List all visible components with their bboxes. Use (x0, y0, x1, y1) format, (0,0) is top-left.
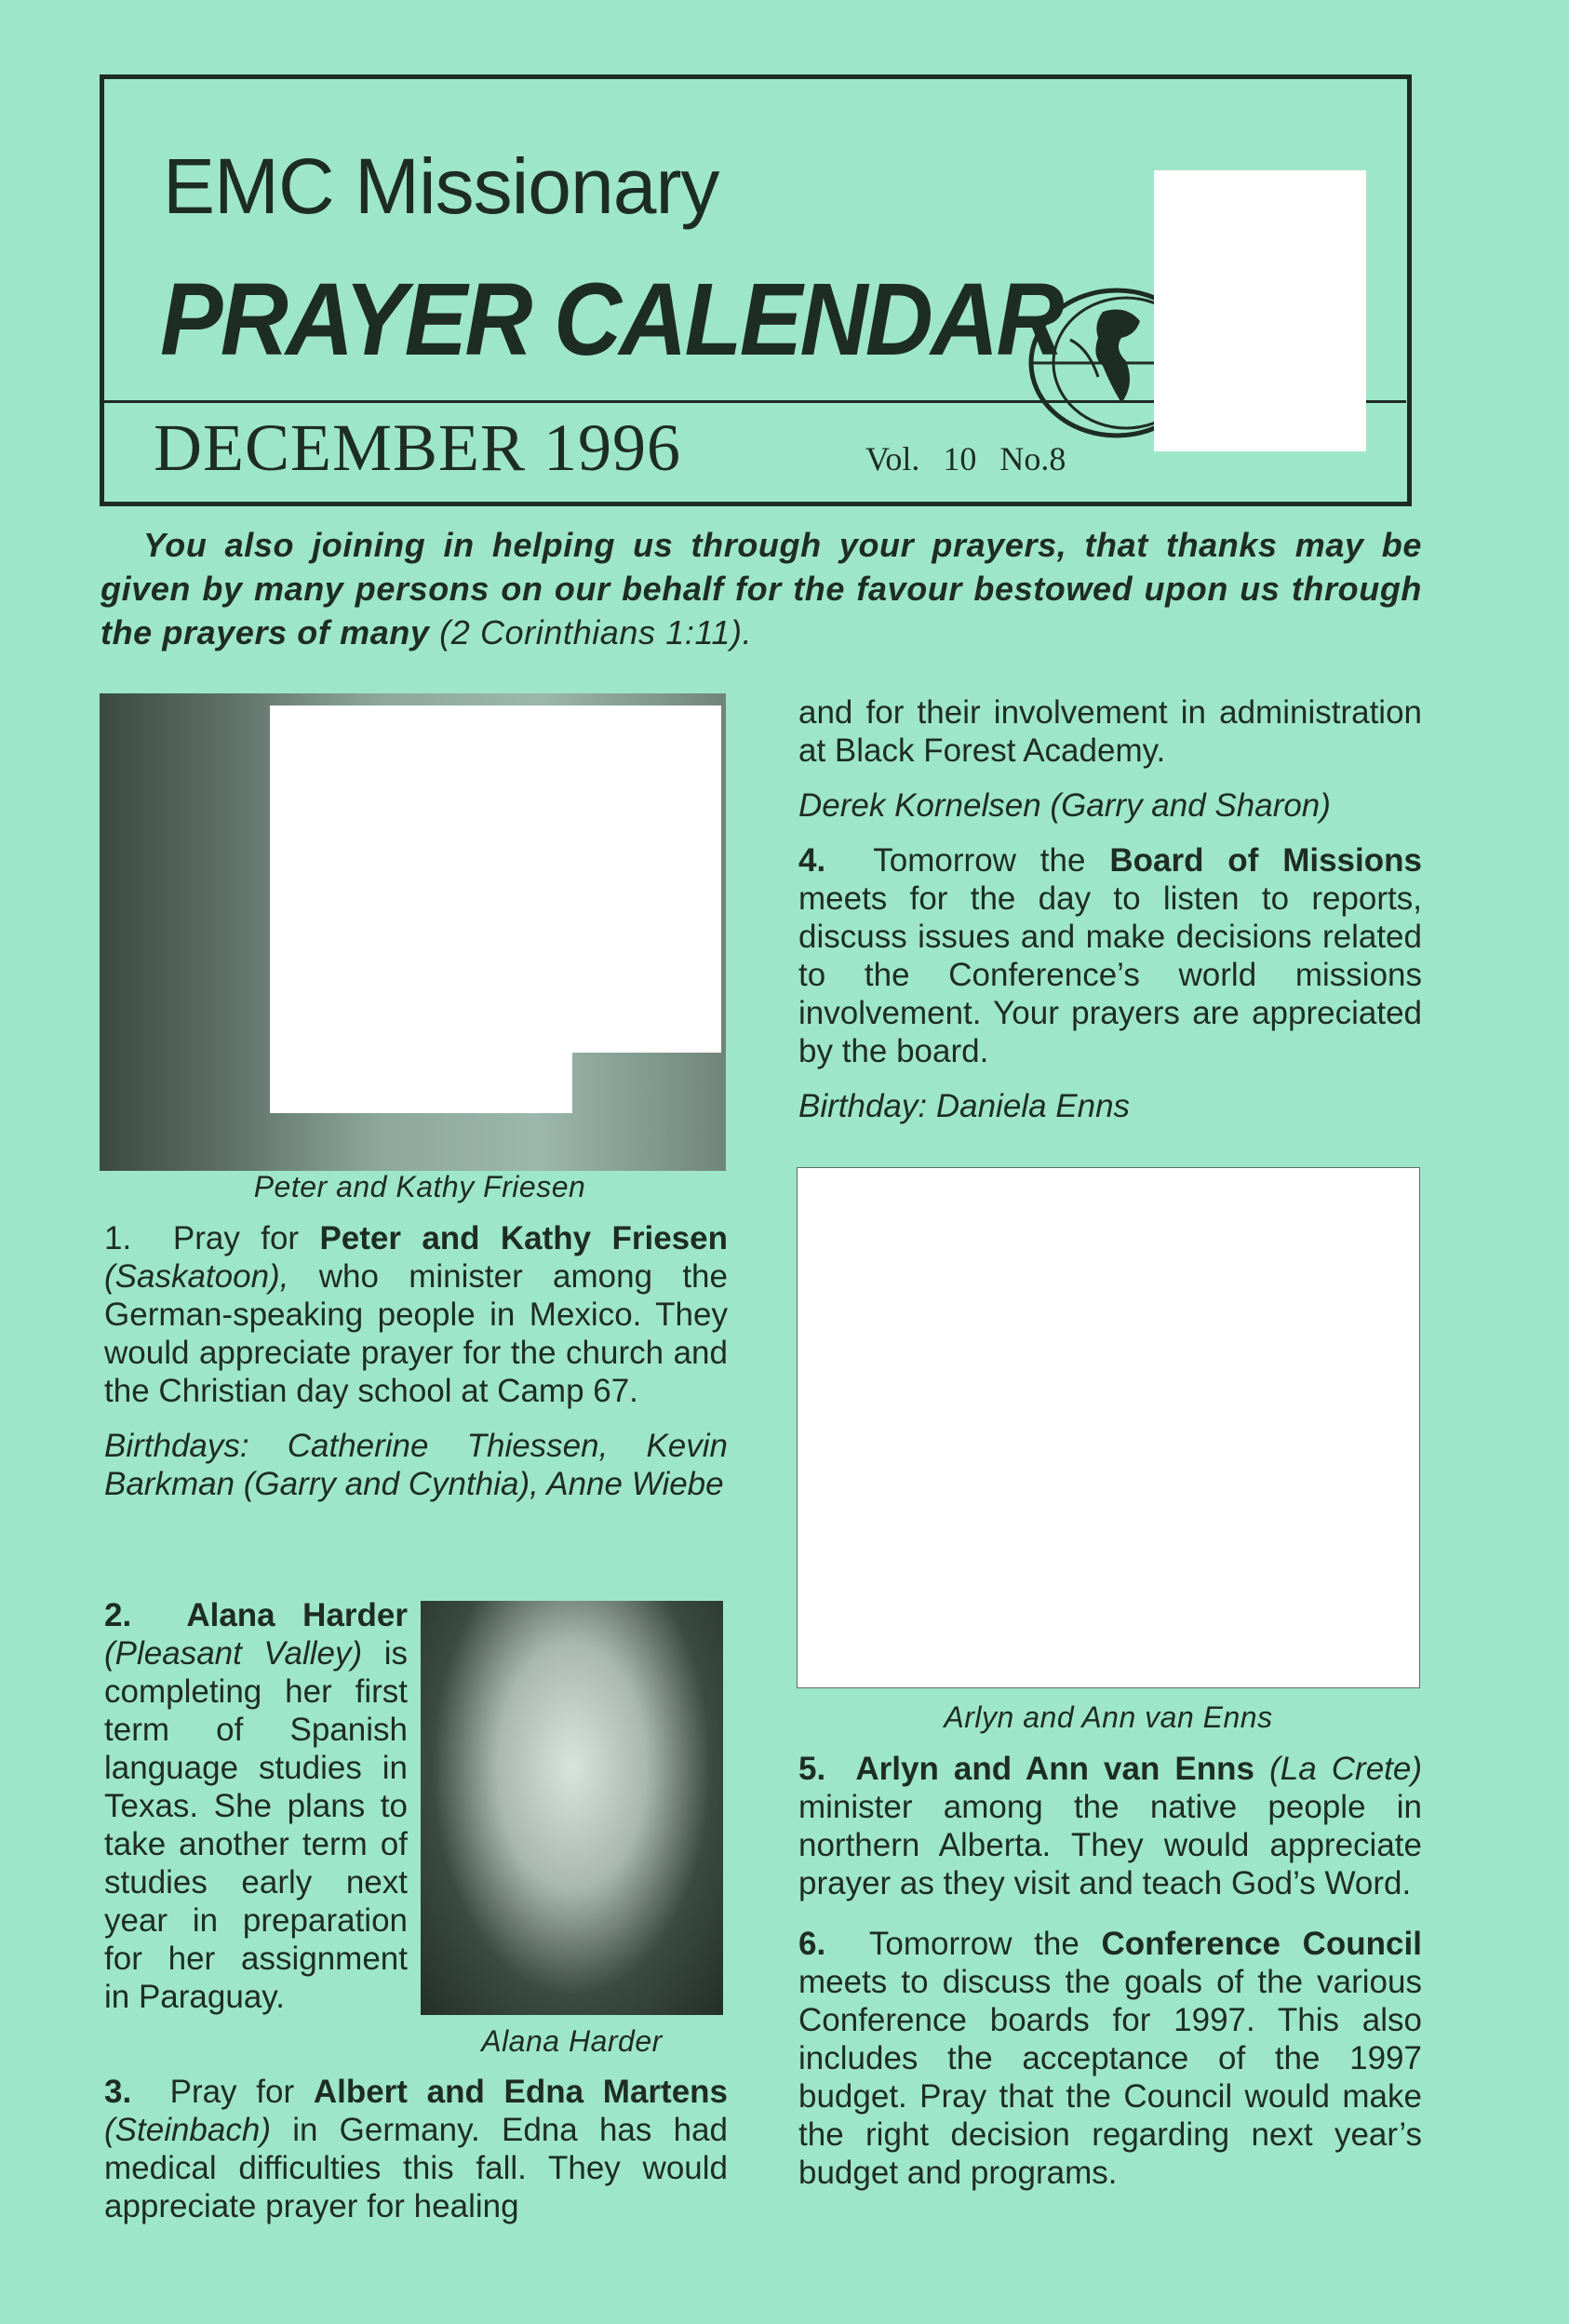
entry-body: in Germany. Edna has had medical difficulties this fall. They would appreciate prayer for healing (104, 2112, 728, 2224)
entry-place: (Pleasant Valley) (104, 1635, 363, 1672)
redacted-region (270, 705, 721, 1053)
entry-number: 2. (104, 1597, 132, 1633)
entry-number: 4. (798, 842, 826, 879)
entry-3-continued: and for their involvement in administration at Black Forest Academy. (798, 694, 1422, 769)
redacted-region (270, 1050, 572, 1113)
entry-name: Arlyn and Ann van Enns (855, 1751, 1254, 1787)
caption-harder: Alana Harder (481, 2024, 663, 2058)
right-column-bottom (798, 1750, 1422, 2192)
entry-body: meets to discuss the goals of the various Conference boards for 1997. This also includes the acceptance of the 1997 budget. Pray that the Council would make the right decision regarding next year’s budget and programs. (798, 1964, 1422, 2191)
entry-name: Conference Council (1101, 1926, 1422, 1962)
entry-name: Albert and Edna Martens (313, 2074, 729, 2110)
scripture-quote (101, 523, 1422, 654)
issue-date: DECEMBER 1996 (154, 410, 682, 485)
entry-place: (Steinbach) (104, 2112, 271, 2148)
photo-van-enns-redacted (797, 1167, 1420, 1688)
entry-number: 5. (798, 1751, 826, 1787)
entry-body: meets for the day to listen to reports, discuss issues and make decisions related to the Conference’s world missions involvement. Your prayers are appreciated by the board. (798, 880, 1422, 1069)
entry-lead: Tomorrow the (873, 842, 1086, 879)
caption-van-enns: Arlyn and Ann van Enns (944, 1700, 1273, 1734)
entry-lead: Pray for (172, 1220, 300, 1256)
quote-text: You also joining in helping us through your prayers, that thanks may be given by many persons on our behalf for the favour bestowed upon us through the prayers of many (101, 526, 1422, 652)
issue-volume: Vol. 10 No.8 (865, 440, 1066, 477)
entry-6 (798, 1925, 1422, 2192)
entry-3 (104, 2073, 728, 2225)
entry-lead: Tomorrow the (868, 1926, 1080, 1962)
entry-place: (Saskatoon), (104, 1258, 289, 1295)
entry-body: minister among the native people in northern Alberta. They would appreciate prayer as they visit and teach God’s Word. (798, 1789, 1422, 1901)
entry-birthdays: Birthdays: Catherine Thiessen, Kevin Barkman (Garry and Cynthia), Anne Wiebe (104, 1428, 728, 1502)
entry-name: Board of Missions (1109, 842, 1422, 879)
entry-2 (104, 1596, 408, 2016)
masthead-title-line2: PRAYER CALENDAR (160, 262, 1062, 377)
entry-1 (104, 1219, 728, 1503)
quote-reference: (2 Corinthians 1:11). (439, 613, 753, 652)
entry-number: 3. (104, 2074, 132, 2110)
entry-4-birthdays: Birthday: Daniela Enns (798, 1088, 1131, 1124)
entry-name: Peter and Kathy Friesen (319, 1220, 728, 1256)
redacted-region (1154, 170, 1366, 451)
entry-3-birthdays: Derek Kornelsen (Garry and Sharon) (798, 787, 1331, 824)
masthead-title-line1: EMC Missionary (163, 142, 719, 230)
entry-lead: Pray for (169, 2074, 295, 2110)
entry-body: who minister among the German-speaking people in Mexico. They would appreciate prayer for the church and the Christian day school at Camp 67. (104, 1258, 728, 1409)
photo-harder (421, 1601, 723, 2015)
entry-name: Alana Harder (186, 1597, 408, 1633)
entry-4 (798, 841, 1422, 1070)
entry-body: is completing her first term of Spanish language studies in Texas. She plans to take another term of studies early next year in preparation for her assignment in Paraguay. (104, 1635, 408, 2015)
entry-place: (La Crete) (1269, 1751, 1423, 1787)
caption-friesen: Peter and Kathy Friesen (253, 1170, 586, 1203)
entry-number: 6. (798, 1926, 826, 1962)
entry-number: 1. (104, 1220, 132, 1256)
right-column-top (798, 693, 1422, 1125)
entry-5 (798, 1750, 1422, 1902)
